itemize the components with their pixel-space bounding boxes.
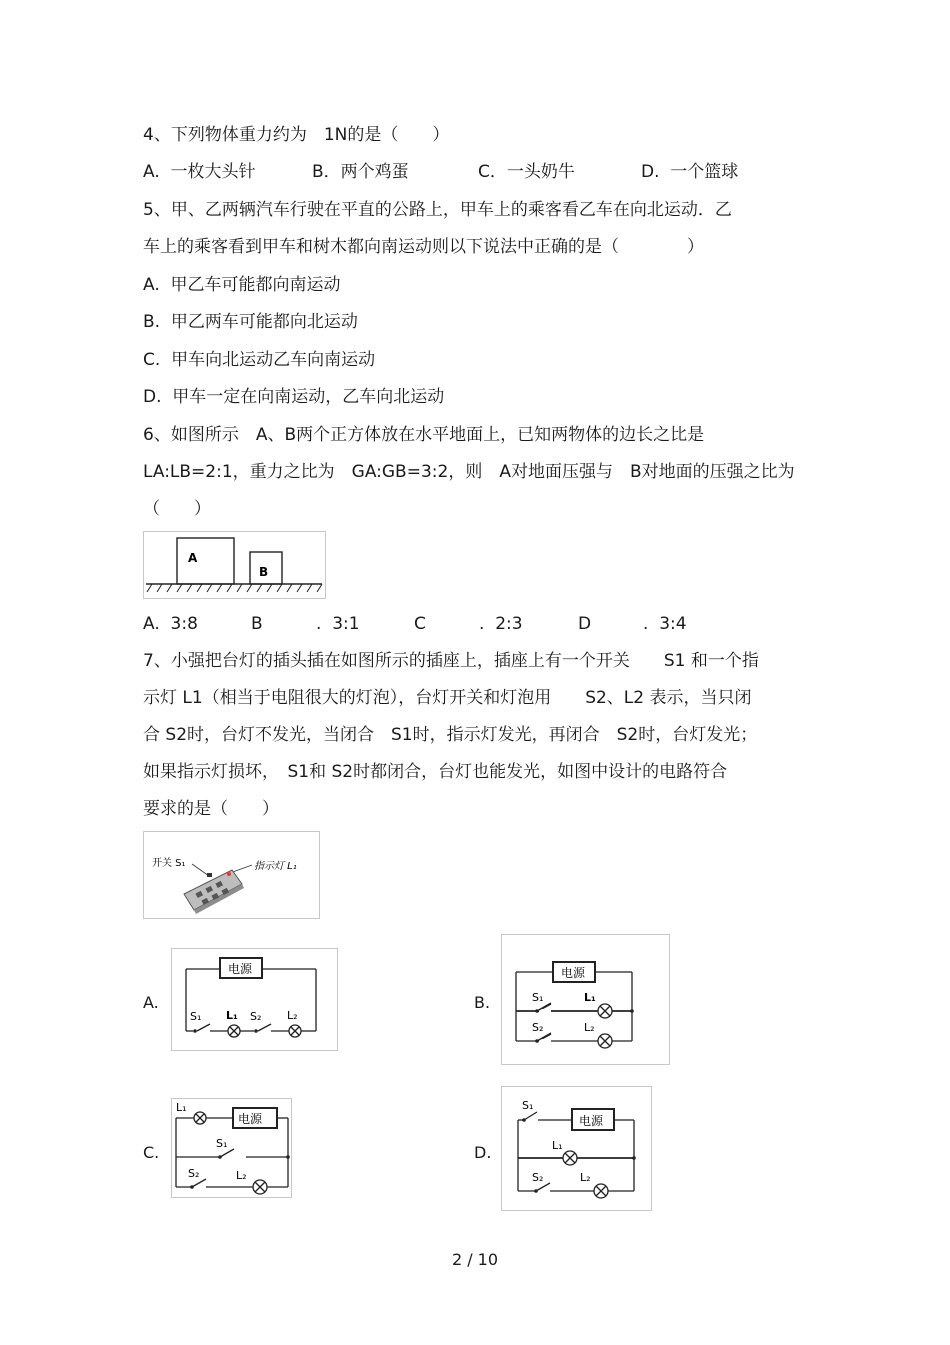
circuit-b-figure [501, 934, 670, 1065]
q4-stem: 4、下列物体重力约为 1N的是（ ） [143, 125, 450, 145]
q5-option-c: C. 甲车向北运动乙车向南运动 [143, 350, 376, 370]
circuit-b-s1: S₁ [532, 991, 544, 1004]
circuit-b-s2: S₂ [532, 1021, 544, 1034]
q6-stem-line1: 6、如图所示 A、B两个正方体放在水平地面上，已知两物体的边长之比是 [143, 425, 705, 445]
circuit-c-power: 电源 [238, 1112, 263, 1126]
circuit-a-l2: L₂ [287, 1009, 298, 1022]
circuit-c-l1: L₁ [176, 1101, 187, 1114]
socket-lamp-label: 指示灯 L₁ [254, 861, 297, 872]
q6-blocks-figure [143, 531, 326, 599]
q5-option-d: D. 甲车一定在向南运动，乙车向北运动 [143, 387, 445, 407]
page-number: 2 / 10 [451, 1250, 499, 1269]
q4-option-c: C．一头奶牛 [478, 162, 575, 182]
q4-option-d: D. 一个篮球 [641, 162, 739, 182]
socket-switch-label: 开关 S₁ [152, 858, 186, 869]
block-a-label: A [188, 551, 198, 565]
q5-option-b: B. 甲乙两车可能都向北运动 [143, 312, 358, 332]
circuit-d-power: 电源 [579, 1114, 604, 1128]
circuit-d-s1: S₁ [522, 1099, 534, 1112]
circuit-b-l2: L₂ [584, 1021, 595, 1034]
q7-stem-line4: 如果指示灯损坏， S1和 S2时都闭合，台灯也能发光，如图中设计的电路符合 [143, 762, 728, 782]
q4-option-a: A. 一枚大头针 [143, 162, 256, 182]
q7-stem-line2: 示灯 L1（相当于电阻很大的灯泡），台灯开关和灯泡用 S2、L2 表示，当只闭 [143, 688, 752, 708]
circuit-d-l2: L₂ [580, 1171, 591, 1184]
circuit-c-l2: L₂ [236, 1169, 247, 1182]
q6-stem-line2: LA:LB=2:1，重力之比为 GA:GB=3:2，则 A对地面压强与 B对地面的压强之比为 [143, 462, 795, 482]
block-b-label: B [259, 565, 269, 579]
q6-option-b-letter: B [251, 614, 263, 634]
circuit-d-l1: L₁ [552, 1139, 563, 1152]
circuit-a-figure [171, 948, 338, 1051]
q6-option-c-value: . 2:3 [479, 614, 523, 634]
q7-stem-line5: 要求的是（ ） [143, 799, 279, 819]
circuit-c-s1: S₁ [216, 1137, 228, 1150]
q7-stem-line1: 7、小强把台灯的插头插在如图所示的插座上，插座上有一个开关 S1 和一个指 [143, 651, 759, 671]
power-strip-icon [184, 870, 244, 914]
q7-option-a: A. [143, 993, 159, 1012]
circuit-a-s2: S₂ [250, 1010, 262, 1023]
q7-stem-line3: 合 S2时，台灯不发光，当闭合 S1时，指示灯发光，再闭合 S2时，台灯发光； [143, 725, 758, 745]
circuit-b-l1: L₁ [584, 991, 596, 1004]
q5-option-a: A. 甲乙车可能都向南运动 [143, 275, 341, 295]
q6-option-b-value: . 3:1 [316, 614, 360, 634]
q5-stem-line1: 5、甲、乙两辆汽车行驶在平直的公路上，甲车上的乘客看乙车在向北运动．乙 [143, 200, 732, 220]
q6-option-d-letter: D [578, 614, 592, 634]
q7-option-d: D. [474, 1143, 492, 1162]
circuit-c-figure [171, 1098, 292, 1198]
q6-stem-line3: （ ） [143, 499, 211, 519]
circuit-d-figure [501, 1086, 652, 1211]
circuit-a-s1: S₁ [190, 1010, 202, 1023]
q6-option-d-value: . 3:4 [643, 614, 687, 634]
socket-figure [143, 831, 320, 919]
q6-option-c-letter: C [414, 614, 426, 634]
q4-option-b: B．两个鸡蛋 [312, 162, 409, 182]
q7-option-c: C. [143, 1143, 160, 1162]
q7-option-b: B. [474, 993, 491, 1012]
q6-option-a: A. 3:8 [143, 614, 198, 634]
circuit-a-l1: L₁ [226, 1009, 238, 1022]
circuit-a-power: 电源 [228, 962, 253, 976]
q5-stem-line2: 车上的乘客看到甲车和树木都向南运动则以下说法中正确的是（ ） [143, 237, 704, 257]
circuit-d-s2: S₂ [532, 1171, 544, 1184]
circuit-c-s2: S₂ [188, 1167, 200, 1180]
circuit-b-power: 电源 [561, 966, 586, 980]
